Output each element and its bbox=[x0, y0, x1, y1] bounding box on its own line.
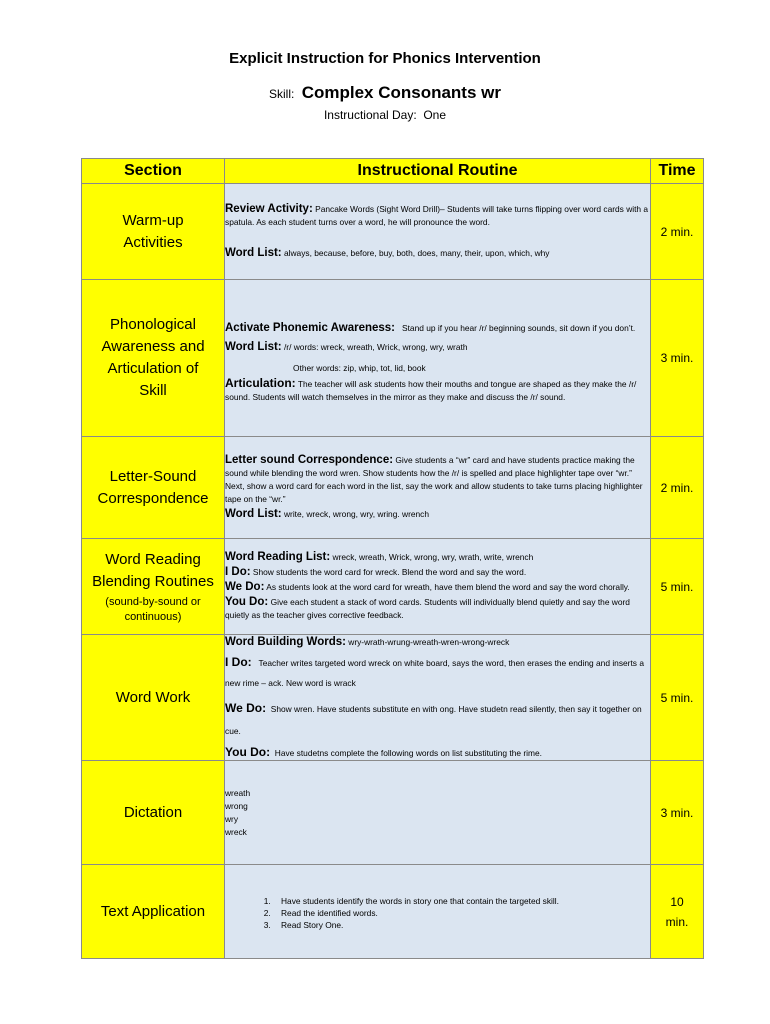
review-activity bbox=[225, 203, 650, 229]
word-list-label: Word List: bbox=[225, 247, 282, 259]
activate-text: Stand up if you hear /r/ beginning sounds, sit down if you don’t. bbox=[402, 322, 636, 333]
word-list-label: Word List: bbox=[225, 340, 282, 353]
lsc-label: Letter sound Correspondence: bbox=[225, 454, 394, 466]
table-row-text-application bbox=[82, 865, 704, 959]
time-cell: 5 min. bbox=[651, 539, 704, 635]
word-building-words bbox=[225, 636, 650, 648]
instructional-day-line bbox=[0, 108, 770, 122]
routine-cell bbox=[225, 184, 651, 280]
routine-cell bbox=[225, 761, 651, 865]
wbw-text: wry-wrath-wrung-wreath-wren-wrong-wreck bbox=[348, 637, 510, 647]
i-do-text: Teacher writes targeted word wreck on white board, says the word, then erases the ending and inserts a new rime – ack. New word is wrack bbox=[225, 658, 644, 688]
time-column-header: Time bbox=[651, 159, 704, 184]
other-words: Other words: zip, whip, tot, lid, book bbox=[293, 362, 426, 373]
time-cell: 5 min. bbox=[651, 635, 704, 761]
skill-value: Complex Consonants wr bbox=[301, 83, 501, 102]
word-reading-list bbox=[225, 551, 650, 564]
list-item: 3. Read Story One. bbox=[273, 919, 650, 931]
i-do-label: I Do: bbox=[225, 566, 251, 578]
articulation-label: Articulation: bbox=[225, 375, 296, 390]
we-do bbox=[225, 581, 650, 594]
word-list bbox=[225, 341, 650, 354]
routine-cell bbox=[225, 437, 651, 539]
word-list-label: Word List: bbox=[225, 508, 282, 520]
section-cell: Phonological Awareness and Articulation of Skill bbox=[82, 280, 225, 437]
we-do-text: Show wren. Have students substitute en with ong. Have studetn read silently, then say it together on cue. bbox=[225, 704, 642, 736]
time-cell: 2 min. bbox=[651, 184, 704, 280]
i-do bbox=[225, 652, 650, 693]
table-row-warmup bbox=[82, 184, 704, 280]
dictation-word: wreath bbox=[225, 787, 251, 798]
time-cell: 10 min. bbox=[651, 865, 704, 959]
you-do bbox=[225, 596, 650, 622]
review-label: Review Activity: bbox=[225, 203, 313, 215]
section-cell: Dictation bbox=[82, 761, 225, 865]
list-item: 1. Have students identify the words in story one that contain the targeted skill. bbox=[273, 895, 650, 907]
table-row-phonological bbox=[82, 280, 704, 437]
we-do bbox=[225, 697, 650, 742]
table-row-letter-sound bbox=[82, 437, 704, 539]
word-list-text: always, because, before, buy, both, does, many, their, upon, which, why bbox=[283, 248, 550, 258]
i-do bbox=[225, 566, 650, 579]
skill-line bbox=[0, 83, 770, 103]
i-do-text: Show students the word card for wreck. Blend the word and say the word. bbox=[252, 567, 527, 577]
i-do-label: I Do: bbox=[225, 655, 252, 669]
you-do-label: You Do: bbox=[225, 745, 271, 759]
text-application-steps bbox=[225, 895, 650, 931]
section-subtitle: (sound-by-sound or continuous) bbox=[105, 595, 201, 623]
section-cell: Letter-Sound Correspondence bbox=[82, 437, 225, 539]
you-do bbox=[225, 746, 650, 759]
document-title: Explicit Instruction for Phonics Intervention bbox=[229, 50, 541, 67]
you-do-text: Have studetns complete the following words on list substituting the rime. bbox=[274, 748, 542, 758]
time-cell: 3 min. bbox=[651, 280, 704, 437]
we-do-label: We Do: bbox=[225, 581, 265, 593]
articulation bbox=[225, 377, 650, 404]
routine-column-header: Instructional Routine bbox=[225, 159, 651, 184]
we-do-label: We Do: bbox=[225, 701, 267, 715]
dictation-word: wrong bbox=[225, 800, 248, 811]
section-cell bbox=[82, 539, 225, 635]
word-list-text: write, wreck, wrong, wry, wring. wrench bbox=[283, 509, 430, 519]
word-list bbox=[225, 508, 650, 521]
skill-label: Skill: bbox=[269, 87, 295, 101]
wrl-text: wreck, wreath, Wrick, wrong, wry, wrath, write, wrench bbox=[332, 552, 534, 562]
dictation-word: wry bbox=[225, 813, 239, 824]
section-cell: Word Work bbox=[82, 635, 225, 761]
you-do-label: You Do: bbox=[225, 596, 269, 608]
section-column-header: Section bbox=[82, 159, 225, 184]
routine-table bbox=[81, 158, 704, 959]
table-row-word-work bbox=[82, 635, 704, 761]
dictation-word: wreck bbox=[225, 826, 247, 837]
letter-sound-correspondence bbox=[225, 454, 650, 506]
table-row-dictation bbox=[82, 761, 704, 865]
review-text: Pancake Words (Sight Word Drill)– Students will take turns flipping over word cards with a spatula. As each student turns over a word, he will pronounce the word. bbox=[225, 204, 649, 227]
day-label: Instructional Day: bbox=[323, 108, 417, 122]
routine-cell bbox=[225, 280, 651, 437]
section-title: Word Reading Blending Routines bbox=[92, 550, 214, 590]
table-row-word-reading bbox=[82, 539, 704, 635]
articulation-text: The teacher will ask students how their mouths and tongue are shaped as they make the /r/ sound. Students will watch themselves in the mirror as they make and discuss the /r/ sound. bbox=[225, 378, 637, 402]
section-cell: Warm-up Activities bbox=[82, 184, 225, 280]
day-value: One bbox=[423, 108, 447, 122]
routine-cell bbox=[225, 539, 651, 635]
time-cell: 2 min. bbox=[651, 437, 704, 539]
routine-cell bbox=[225, 635, 651, 761]
activate-phonemic-awareness bbox=[225, 317, 650, 339]
wrl-label: Word Reading List: bbox=[225, 551, 331, 563]
table-header-row bbox=[82, 159, 704, 184]
activate-label: Activate Phonemic Awareness: bbox=[225, 321, 396, 334]
time-cell: 3 min. bbox=[651, 761, 704, 865]
lsc-text: Give students a “wr” card and have students practice making the sound while blending the word wren. Show students how the /r/ is spelled and place highlighter tape over “wr.” Next, show a word card for each word in the list, say the work and allow students to take turns placing highlighter tape on the “wr.” bbox=[225, 455, 643, 504]
routine-cell bbox=[225, 865, 651, 959]
wbw-label: Word Building Words: bbox=[225, 636, 346, 648]
we-do-text: As students look at the word card for wreath, have them blend the word and say the word chorally. bbox=[266, 582, 630, 592]
list-item: 2. Read the identified words. bbox=[273, 907, 650, 919]
section-cell: Text Application bbox=[82, 865, 225, 959]
word-list bbox=[225, 247, 650, 260]
word-list-text: /r/ words: wreck, wreath, Wrick, wrong, wry, wrath bbox=[283, 341, 468, 352]
you-do-text: Give each student a stack of word cards. Students will individually blend quietly and say the word quietly as the teacher gives corrective feedback. bbox=[225, 597, 630, 620]
